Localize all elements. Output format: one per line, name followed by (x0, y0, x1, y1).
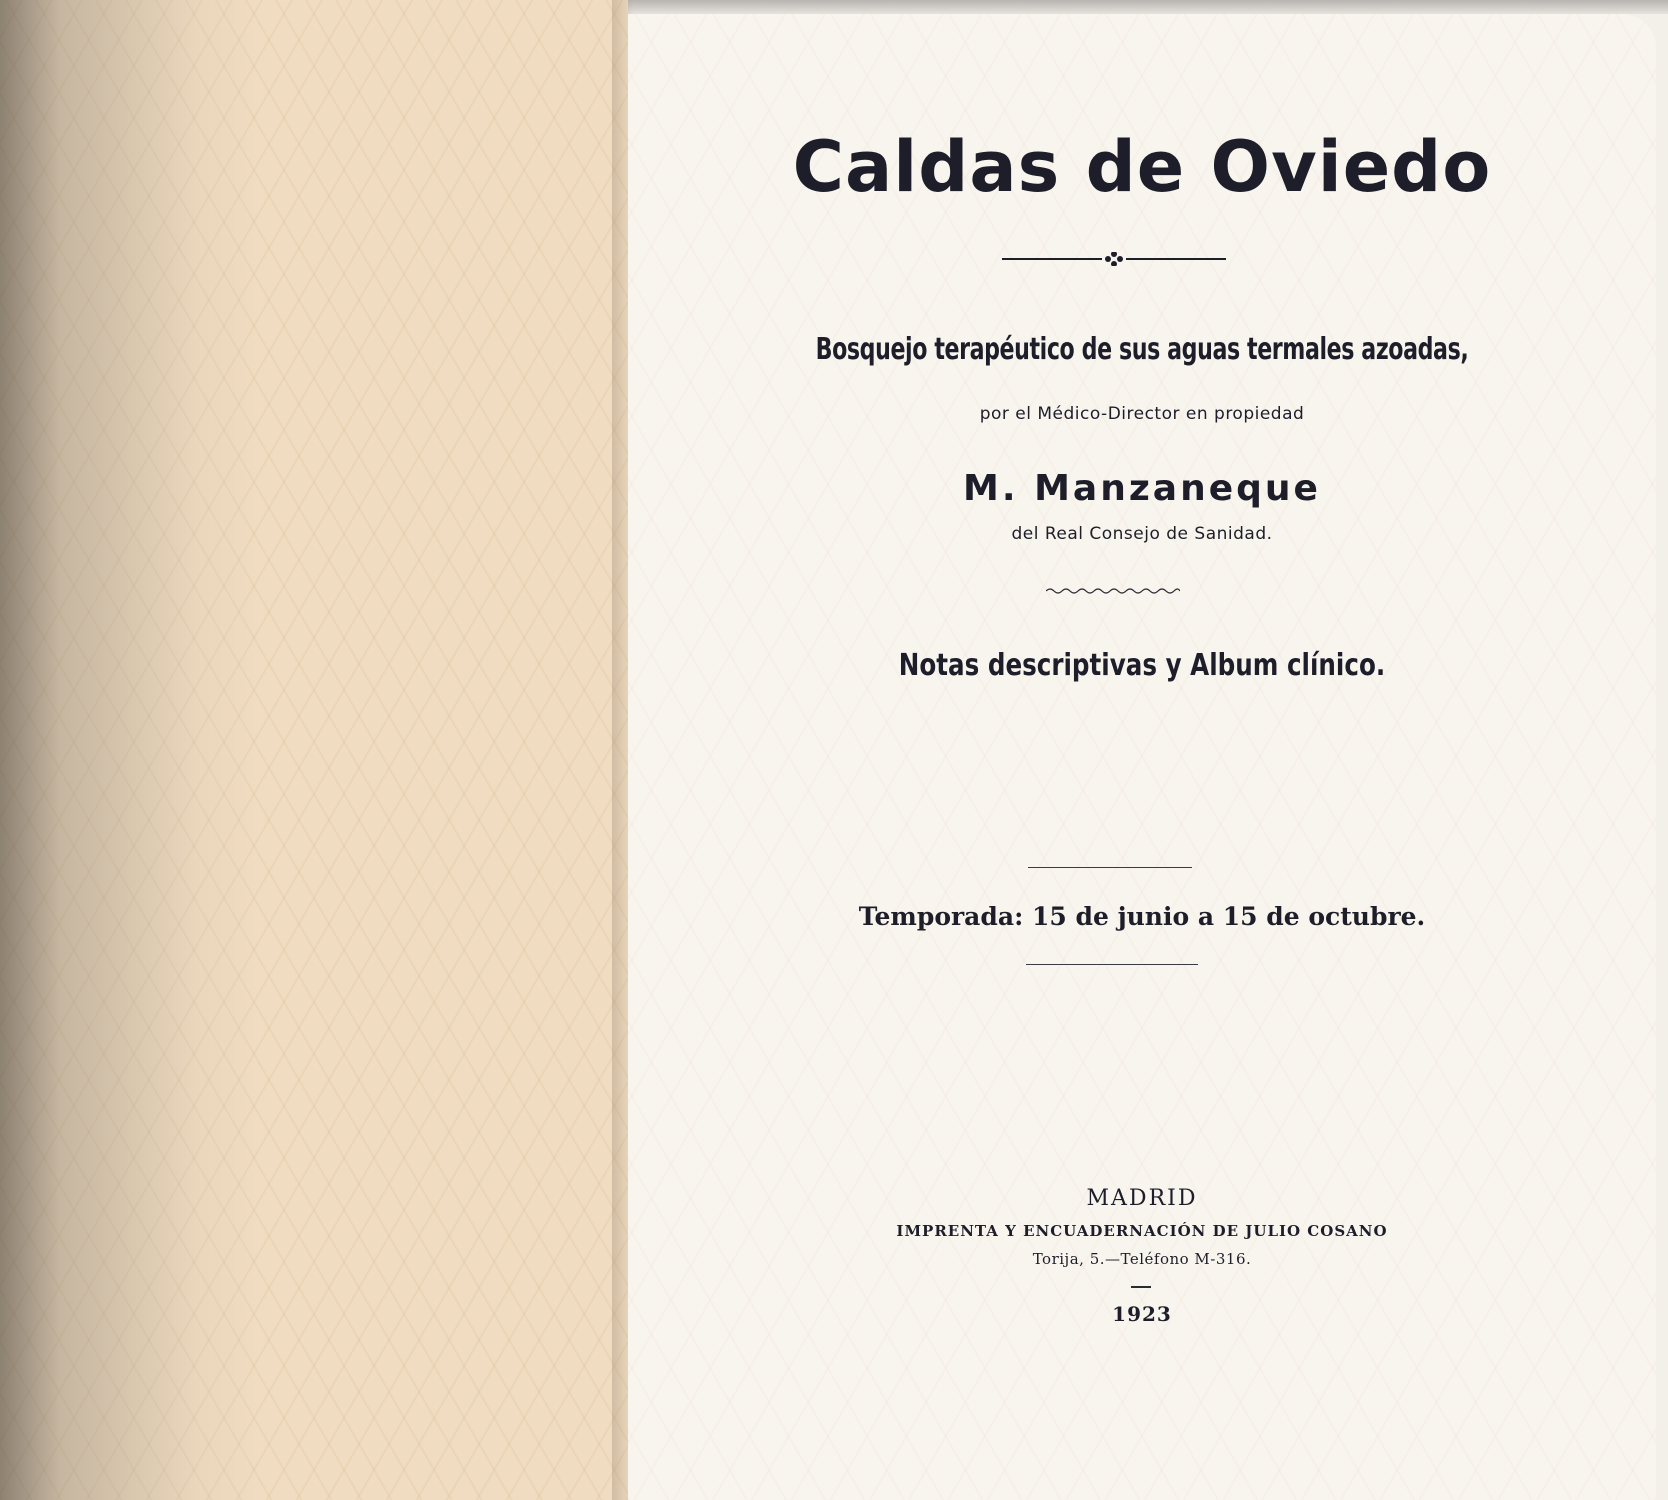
printer-address: Torija, 5.—Teléfono M-316. (1032, 1250, 1252, 1268)
publication-city: MADRID (1086, 1186, 1198, 1211)
divider-rule (1026, 964, 1198, 965)
dash-divider (1131, 1286, 1151, 1288)
season-dates: Temporada: 15 de junio a 15 de octubre. (858, 902, 1426, 931)
publication-year: 1923 (1112, 1302, 1172, 1326)
book-title: Caldas de Oviedo (792, 126, 1492, 208)
book-subtitle: Bosquejo terapéutico de sus aguas termales azoadas, (815, 332, 1469, 367)
author-affiliation: del Real Consejo de Sanidad. (1011, 524, 1273, 544)
author-name: M. Manzaneque (963, 468, 1321, 509)
notes-line: Notas descriptivas y Album clínico. (898, 648, 1386, 683)
divider-rule (1028, 867, 1192, 868)
inside-cover-page (0, 0, 628, 1500)
title-page (628, 14, 1656, 1500)
printer-name: IMPRENTA Y ENCUADERNACIÓN DE JULIO COSANO (896, 1222, 1388, 1240)
flourish-ornament-icon (1002, 252, 1226, 266)
wave-divider-icon (1046, 587, 1180, 595)
byline: por el Médico-Director en propiedad (979, 404, 1305, 424)
